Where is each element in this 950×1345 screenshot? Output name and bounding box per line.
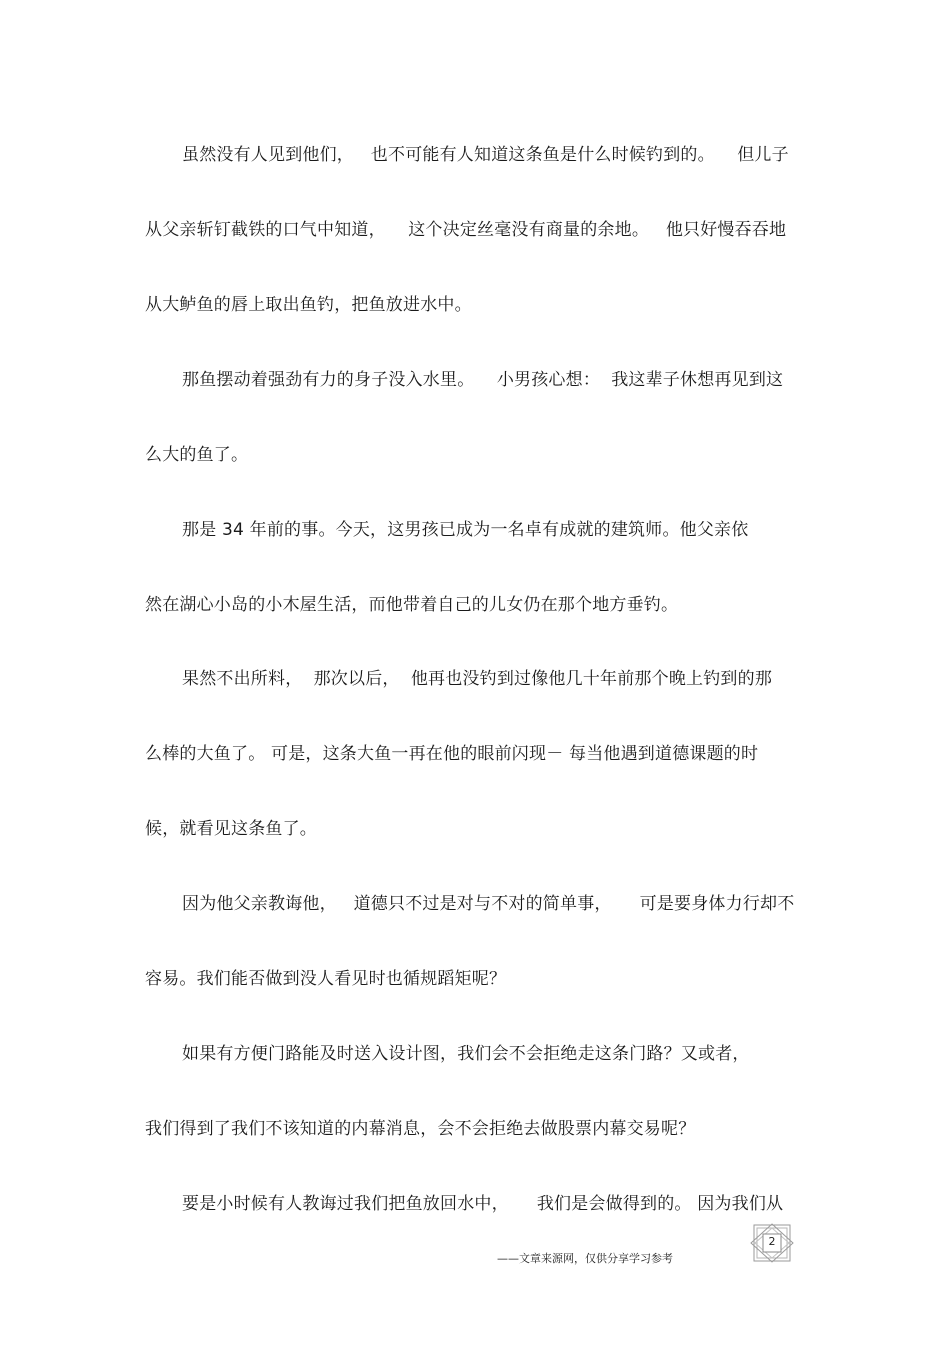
text-line: 虽然没有人见到他们， 也不可能有人知道这条鱼是什么时候钓到的。 但儿子 (182, 145, 789, 165)
text-line: 从大鲈鱼的唇上取出鱼钓，把鱼放进水中。 (145, 295, 472, 315)
text-line: 如果有方便门路能及时送入设计图，我们会不会拒绝走这条门路？又或者， (182, 1044, 750, 1064)
text-line: 候，就看见这条鱼了。 (145, 819, 317, 839)
text-line: 然在湖心小岛的小木屋生活，而他带着自己的儿女仍在那个地方垂钓。 (145, 595, 679, 615)
text-line: 那是 34 年前的事。今天，这男孩已成为一名卓有成就的建筑师。他父亲依 (182, 520, 749, 540)
text-line: 容易。我们能否做到没人看见时也循规蹈矩呢？ (145, 969, 507, 989)
text-line: 要是小时候有人教诲过我们把鱼放回水中， 我们是会做得到的。 因为我们从 (182, 1194, 784, 1214)
text-line: 从父亲斩钉截铁的口气中知道， 这个决定丝毫没有商量的余地。 他只好慢吞吞地 (145, 220, 787, 240)
text-line: 果然不出所料， 那次以后， 他再也没钓到过像他几十年前那个晚上钓到的那 (182, 669, 773, 689)
text-line: 么棒的大鱼了。 可是，这条大鱼一再在他的眼前闪现－ 每当他遇到道德课题的时 (145, 744, 759, 764)
footer-source-text: ——文章来源网，仅供分享学习参考 (497, 1252, 673, 1265)
text-line: 么大的鱼了。 (145, 445, 249, 465)
page-number-badge (748, 1223, 796, 1263)
page-number: 2 (768, 1235, 776, 1248)
text-line: 因为他父亲教诲他， 道德只不过是对与不对的简单事， 可是要身体力行却不 (182, 894, 795, 914)
text-line: 那鱼摆动着强劲有力的身子没入水里。 小男孩心想： 我这辈子休想再见到这 (182, 370, 784, 390)
text-line: 我们得到了我们不该知道的内幕消息，会不会拒绝去做股票内幕交易呢？ (145, 1119, 696, 1139)
